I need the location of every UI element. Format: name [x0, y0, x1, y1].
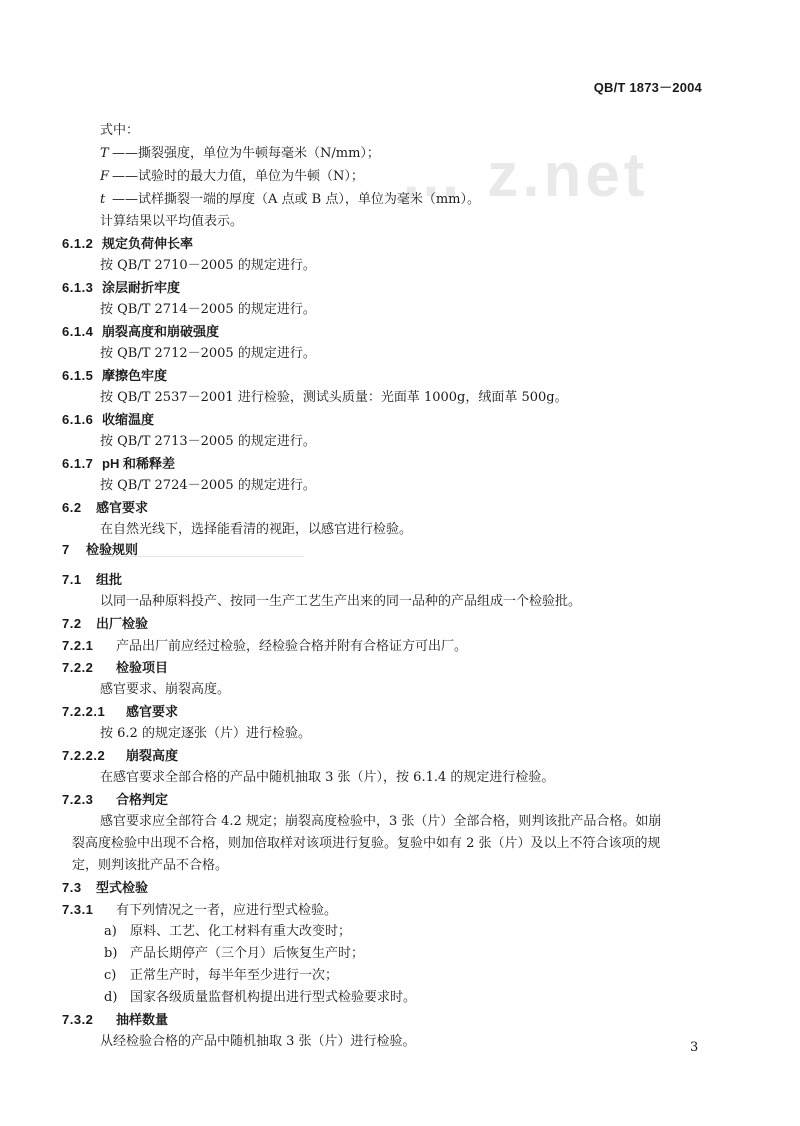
section-6-1-3-body: 按 QB/T 2714－2005 的规定进行。: [100, 302, 316, 317]
section-6-1-6-body: 按 QB/T 2713－2005 的规定进行。: [100, 434, 316, 449]
section-7-1-body: 以同一品种原料投产、按同一生产工艺生产出来的同一品种的产品组成一个检验批。: [100, 594, 582, 609]
section-7-2-1: 7.2.1 产品出厂前应经过检验，经检验合格并附有合格证方可出厂。: [62, 638, 468, 654]
section-7-3-1: 7.3.1 有下列情况之一者，应进行型式检验。: [62, 902, 338, 918]
section-7-2-2-1-heading: 7.2.2.1 感官要求: [62, 704, 179, 719]
list-item: a) 原料、工艺、化工材料有重大改变时；: [104, 924, 352, 939]
var-symbol: F: [100, 169, 110, 184]
section-6-1-5-body: 按 QB/T 2537－2001 进行检验，测试头质量：光面革 1000g，绒面革 500g。: [100, 390, 568, 405]
section-6-1-3-heading: 6.1.3 涂层耐折牢度: [62, 280, 181, 295]
section-7-2-2-body: 感官要求、崩裂高度。: [100, 682, 231, 697]
section-6-2-heading: 6.2 感官要求: [62, 500, 149, 515]
section-6-1-2-body: 按 QB/T 2710－2005 的规定进行。: [100, 258, 316, 273]
section-6-1-7-heading: 6.1.7 pH 和稀释差: [62, 456, 175, 471]
section-7-1-heading: 7.1 组批: [62, 572, 123, 587]
section-7-2-2-2-body: 在感官要求全部合格的产品中随机抽取 3 张（片），按 6.1.4 的规定进行检验。: [100, 770, 555, 785]
section-7-2-2-1-body: 按 6.2 的规定逐张（片）进行检验。: [100, 726, 311, 741]
var-t-line: [100, 191, 480, 209]
section-7-2-3-line-1: 感官要求应全部符合 4.2 规定；崩裂高度检验中，3 张（片）全部合格，则判该批产品合格。如崩: [100, 814, 662, 829]
list-item: b) 产品长期停产（三个月）后恢复生产时；: [104, 946, 365, 961]
var-F-line: [100, 168, 364, 186]
var-desc: ——撕裂强度，单位为牛顿每毫米（N/mm）；: [112, 146, 380, 161]
section-7-2-3-line-2: 裂高度检验中出现不合格，则加倍取样对该项进行复验。复验中如有 2 张（片）及以上不符合该项的规: [72, 836, 661, 851]
section-6-1-2-heading: 6.1.2 规定负荷伸长率: [62, 236, 194, 251]
section-7-2-3-line-3: 定，则判该批产品不合格。: [72, 858, 229, 873]
formula-intro: 式中：: [100, 123, 140, 138]
var-desc: ——试样撕裂一端的厚度（A 点或 B 点），单位为毫米（mm）。: [112, 192, 480, 207]
doc-code-header: QB/T 1873－2004: [593, 80, 702, 95]
list-item: d) 国家各级质量监督机构提出进行型式检验要求时。: [104, 990, 417, 1005]
section-6-2-body: 在自然光线下，选择能看清的视距，以感官进行检验。: [100, 522, 413, 537]
section-7-2-3-heading: 7.2.3 合格判定: [62, 792, 169, 807]
section-6-1-7-body: 按 QB/T 2724－2005 的规定进行。: [100, 478, 316, 493]
section-7-2-2-heading: 7.2.2 检验项目: [62, 660, 169, 675]
section-7-2-heading: 7.2 出厂检验: [62, 616, 149, 631]
watermark: … z.net: [400, 141, 649, 210]
list-item: c) 正常生产时，每半年至少进行一次；: [104, 968, 339, 983]
section-7-3-2-heading: 7.3.2 抽样数量: [62, 1012, 169, 1027]
var-symbol: t: [100, 192, 106, 207]
page-number: 3: [690, 1040, 699, 1055]
section-6-1-5-heading: 6.1.5 摩擦色牢度: [62, 368, 168, 383]
section-7-3-heading: 7.3 型式检验: [62, 880, 149, 895]
var-desc: ——试验时的最大力值，单位为牛顿（N）；: [112, 169, 364, 184]
section-7-3-2-body: 从经检验合格的产品中随机抽取 3 张（片）进行检验。: [100, 1034, 416, 1049]
section-6-1-4-heading: 6.1.4 崩裂高度和崩破强度: [62, 324, 220, 339]
section-6-1-6-heading: 6.1.6 收缩温度: [62, 412, 155, 427]
var-symbol: T: [100, 146, 109, 161]
var-T-line: [100, 145, 380, 163]
section-7-2-2-2-heading: 7.2.2.2 崩裂高度: [62, 748, 179, 763]
section-6-1-4-body: 按 QB/T 2712－2005 的规定进行。: [100, 346, 316, 361]
result-note: 计算结果以平均值表示。: [100, 214, 244, 229]
chapter-7-heading: 7 检验规则: [62, 542, 139, 557]
